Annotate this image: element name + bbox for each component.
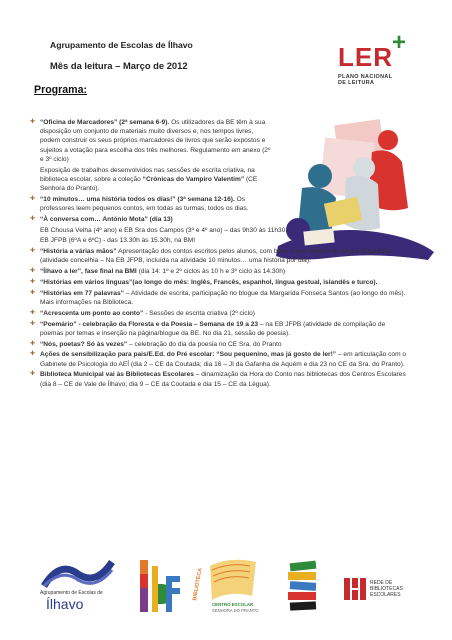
books-stack-logo xyxy=(284,556,324,618)
page-title: Mês da leitura – Março de 2012 xyxy=(50,60,188,71)
ler-logo-plus: + xyxy=(392,29,407,56)
agrupamento-logo: Agrupamento de Escolas de Ílhavo xyxy=(40,556,116,618)
list-item: ✚ Biblioteca Municipal vai às Bibliotecas Escolares – dinamização da Hora do Conto nas bibliotecas dos Centros Escolares (dia 8 – CE de Vale de Ílhavo; dia 9 – CE da Coutada e dia 15 – CE da Légua). xyxy=(40,370,410,388)
list-item: ✚ “Nós, poetas? Só às vezes” – celebração do dia da poesia no CE Sra. do Pranto xyxy=(40,340,410,349)
program-list xyxy=(40,118,410,390)
rbf-logo xyxy=(138,556,184,618)
list-item: ✚ “História a várias mãos” Apresentação dos contos escritos pelos alunos, com base numa história de Álvaro Magalhães (atividade concelhia – Na EB JFPB, incluída na atividade 10 minutos… uma história por dia). xyxy=(40,247,410,265)
rbe-logo: REDE DE BIBLIOTECAS ESCOLARES xyxy=(344,556,424,618)
books-stack-icon xyxy=(284,556,324,618)
organization-name: Agrupamento de Escolas de Ílhavo xyxy=(50,40,193,50)
list-item: EB JFPB (6ºA e 6ºC) - das 13.30h às 15.30h, na BMI xyxy=(40,237,196,245)
list-item: ✚ “Acrescenta um ponto ao conto” - Sessões de escrita criativa (2º ciclo) xyxy=(40,309,410,318)
plano-nacional-leitura-logo xyxy=(336,29,424,96)
footer-logos xyxy=(40,556,424,626)
agrupamento-logo-icon xyxy=(40,556,116,590)
list-item: Exposição de trabalhos desenvolvidos nas sessões de escrita criativa, na biblioteca escolar, sobre a coleção “Crónicas do Vampiro Valentim” (CE Senhora do Pranto). xyxy=(40,166,258,193)
list-item: EB Chousa Velha (4º ano) e EB Sra dos Campos (3º e 4º ano) – das 9h30 às 11h30. xyxy=(40,226,288,234)
list-item: ✚ “Poemário” - celebração da Floresta e da Poesia – Semana de 19 a 23 – na EB JFPB (atividade de compilação de poemas por temas e inserção na página/blogue da BE. No dia 21, sessão de poesia). xyxy=(40,320,410,338)
list-item: ✚ Ações de sensibilização para pais/E.Ed. do Pré escolar: “Sou pequenino, mas já gosto de ler!” – em articulação com o Gabinete de Psicologia do AEÍ (dia 2 – CE da Coutada; dia 16 – JI da Gafanha de Aquém e dia 23 no CE da Sra. do Pranto). xyxy=(40,350,410,368)
list-item: ✚ “10 minutos… uma história todos os dias!” (3ª semana 12-16). Os professores leem pequenos contos, em todas as turmas, todos os dias. xyxy=(40,195,272,213)
ler-logo-word: LER xyxy=(338,42,393,72)
rbe-logo-icon xyxy=(344,578,366,600)
list-item: ✚ “Histórias em vários línguas”(ao longo do mês: Inglês, Francês, espanhol, língua gestual, islandês e turco). xyxy=(40,278,410,287)
list-item: ✚ “Ílhavo a ler”, fase final na BMI (dia 14: 1º e 2º ciclos às 10 h e 3º ciclo às 14.30h) xyxy=(40,267,410,276)
biblioteca-centro-escolar-logo: BIBLIOTECA CENTRO ESCOLAR SENHORA DO PRANTO xyxy=(190,556,260,618)
rbf-logo-icon xyxy=(138,556,184,618)
list-item: ✚ “À conversa com… António Mota” (dia 13) xyxy=(40,215,410,224)
list-item: ✚ “Histórias em 77 palavras” – Atividade de escrita, participação no blogue da Margarida Fonseca Santos (ao longo do mês). Mais informações na Biblioteca. xyxy=(40,289,410,307)
ler-logo-caption: PLANO NACIONAL DE LEITURA xyxy=(338,74,393,86)
programa-heading: Programa: xyxy=(34,84,87,96)
list-item: ✚ “Oficina de Marcadores” (2ª semana 6-9). Os utilizadores da BE têm à sua disposição um conjunto de materiais muito diversos e, nos tempos livres, podem construir os seus próprios marcadores de livros que serão expostos e sujeitos a votação para escolha dos três melhores. Regulamento em anexo (2º e 3º ciclo) xyxy=(40,118,272,164)
